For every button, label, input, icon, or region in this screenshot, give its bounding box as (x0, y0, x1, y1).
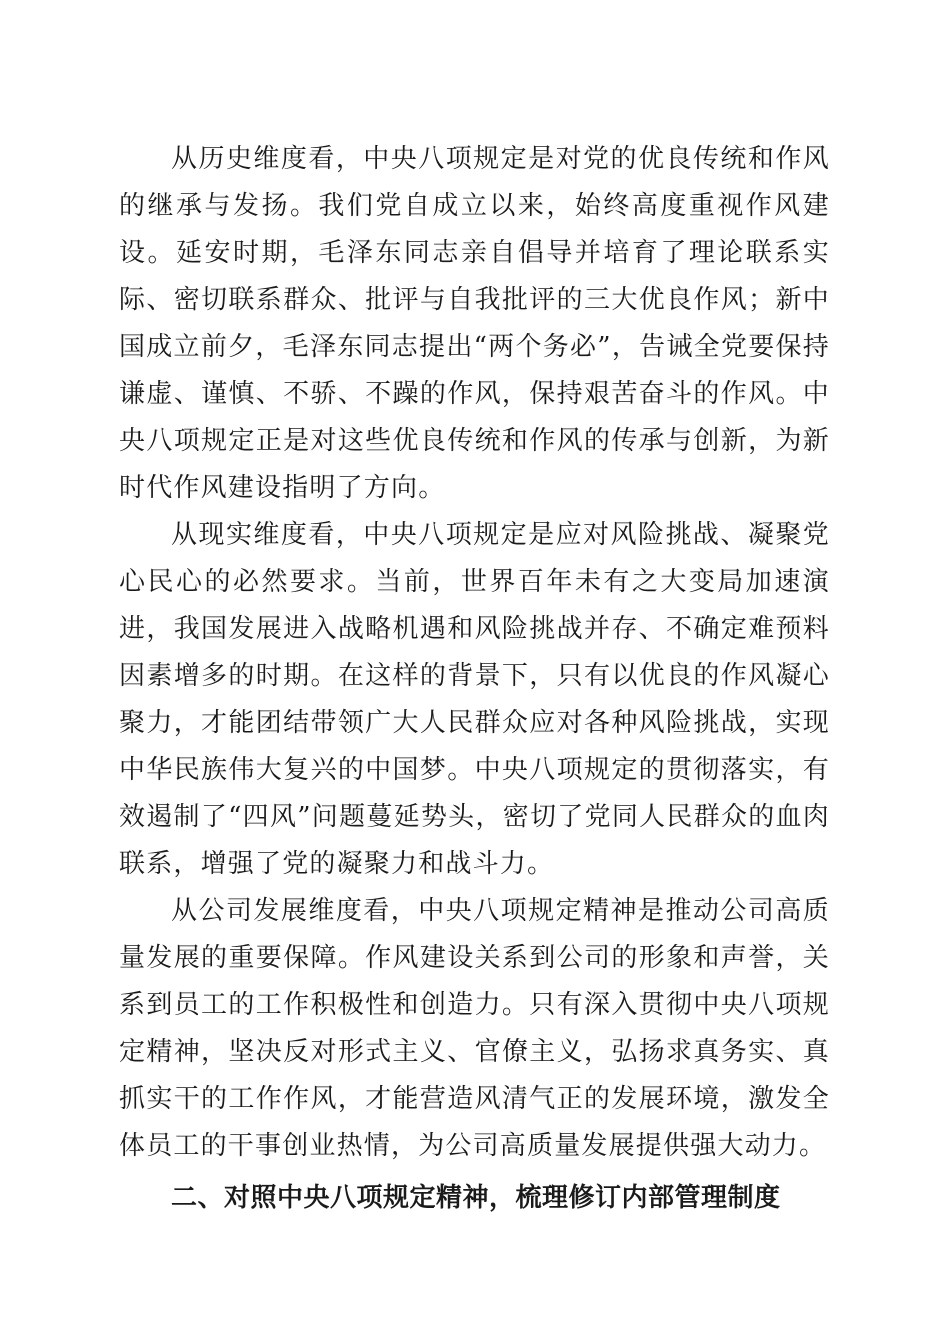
paragraph-history-dimension: 从历史维度看，中央八项规定是对党的优良传统和作风的继承与发扬。我们党自成立以来，始终高度重视作风建设。延安时期，毛泽东同志亲自倡导并培育了理论联系实际、密切联系群众、批评与自我批评的三大优良作风；新中国成立前夕，毛泽东同志提出“两个务必”，告诫全党要保持谦虚、谨慎、不骄、不躁的作风，保持艰苦奋斗的作风。中央八项规定正是对这些优良传统和作风的传承与创新，为新时代作风建设指明了方向。 (119, 144, 830, 503)
document-body (119, 136, 830, 1227)
section-heading: 二、对照中央八项规定精神，梳理修订内部管理制度 (171, 1183, 781, 1213)
paragraph-company-dimension: 从公司发展维度看，中央八项规定精神是推动公司高质量发展的重要保障。作风建设关系到公司的形象和声誉，关系到员工的工作积极性和创造力。只有深入贯彻中央八项规定精神，坚决反对形式主义、官僚主义，弘扬求真务实、真抓实干的工作作风，才能营造风清气正的发展环境，激发全体员工的干事创业热情，为公司高质量发展提供强大动力。 (119, 896, 830, 1161)
paragraph-reality-dimension: 从现实维度看，中央八项规定是应对风险挑战、凝聚党心民心的必然要求。当前，世界百年未有之大变局加速演进，我国发展进入战略机遇和风险挑战并存、不确定难预料因素增多的时期。在这样的背景下，只有以优良的作风凝心聚力，才能团结带领广大人民群众应对各种风险挑战，实现中华民族伟大复兴的中国梦。中央八项规定的贯彻落实，有效遏制了“四风”问题蔓延势头，密切了党同人民群众的血肉联系，增强了党的凝聚力和战斗力。 (119, 520, 830, 879)
